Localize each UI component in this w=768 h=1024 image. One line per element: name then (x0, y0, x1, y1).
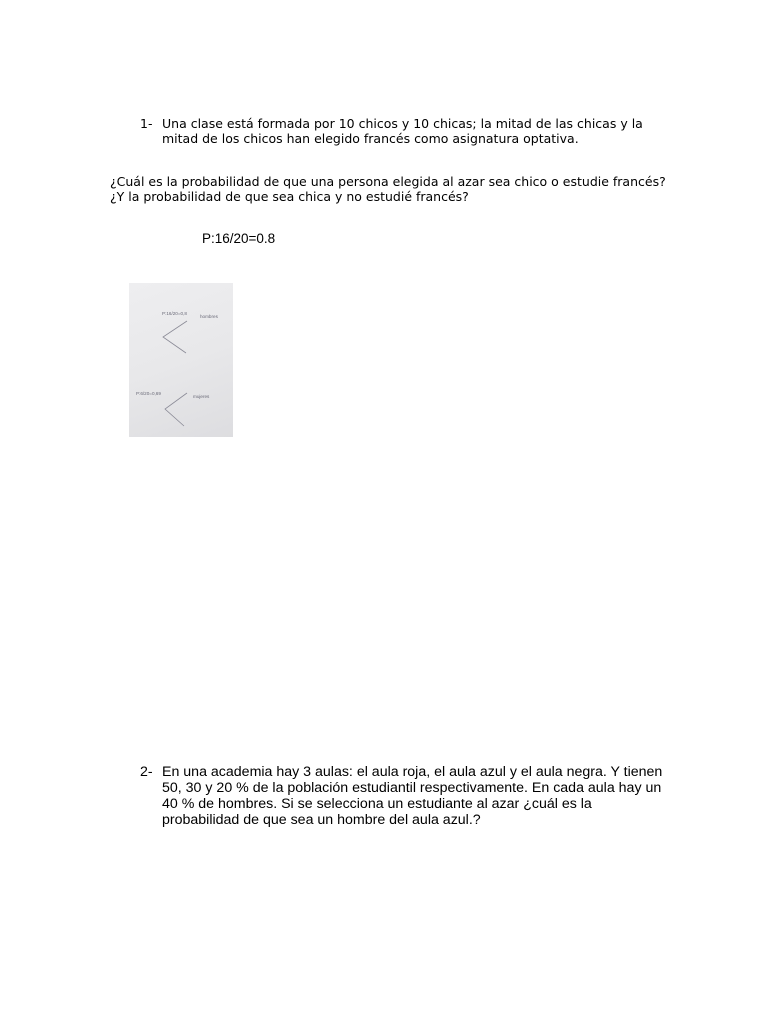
question-1 (140, 116, 660, 146)
handwritten-tree-photo (129, 283, 233, 437)
question-2-number: 2- (140, 764, 153, 780)
photo-label-bottom-left: P:6/20=0,69 (136, 391, 161, 396)
sub-questions (110, 174, 670, 204)
photo-label-bottom-right: mujeres (193, 394, 210, 399)
answer-text: P:16/20=0.8 (202, 231, 276, 246)
tree-diagram-sketch (129, 283, 233, 437)
photo-label-top-right: hombres (200, 314, 218, 319)
sub-question-a: ¿Cuál es la probabilidad de que una persona elegida al azar sea chico o estudie francés? (110, 174, 666, 189)
sub-question-b: ¿Y la probabilidad de que sea chica y no estudié francés? (110, 189, 469, 204)
question-1-number: 1- (140, 116, 153, 131)
question-2 (140, 764, 670, 828)
question-2-text: En una academia hay 3 aulas: el aula roja, el aula azul y el aula negra. Y tienen 50, 30 y 20 % de la población estudiantil respectivamente. En cada aula hay un 40 % de hombres. Si se selecciona un estudiante al azar ¿cuál es la probabilidad de que sea un hombre del aula azul.? (162, 764, 663, 828)
photo-label-top-left: P:16/20=0,8 (162, 311, 187, 316)
question-1-text: Una clase está formada por 10 chicos y 10 chicas; la mitad de las chicas y la mitad de los chicos han elegido francés como asignatura optativa. (162, 116, 643, 146)
